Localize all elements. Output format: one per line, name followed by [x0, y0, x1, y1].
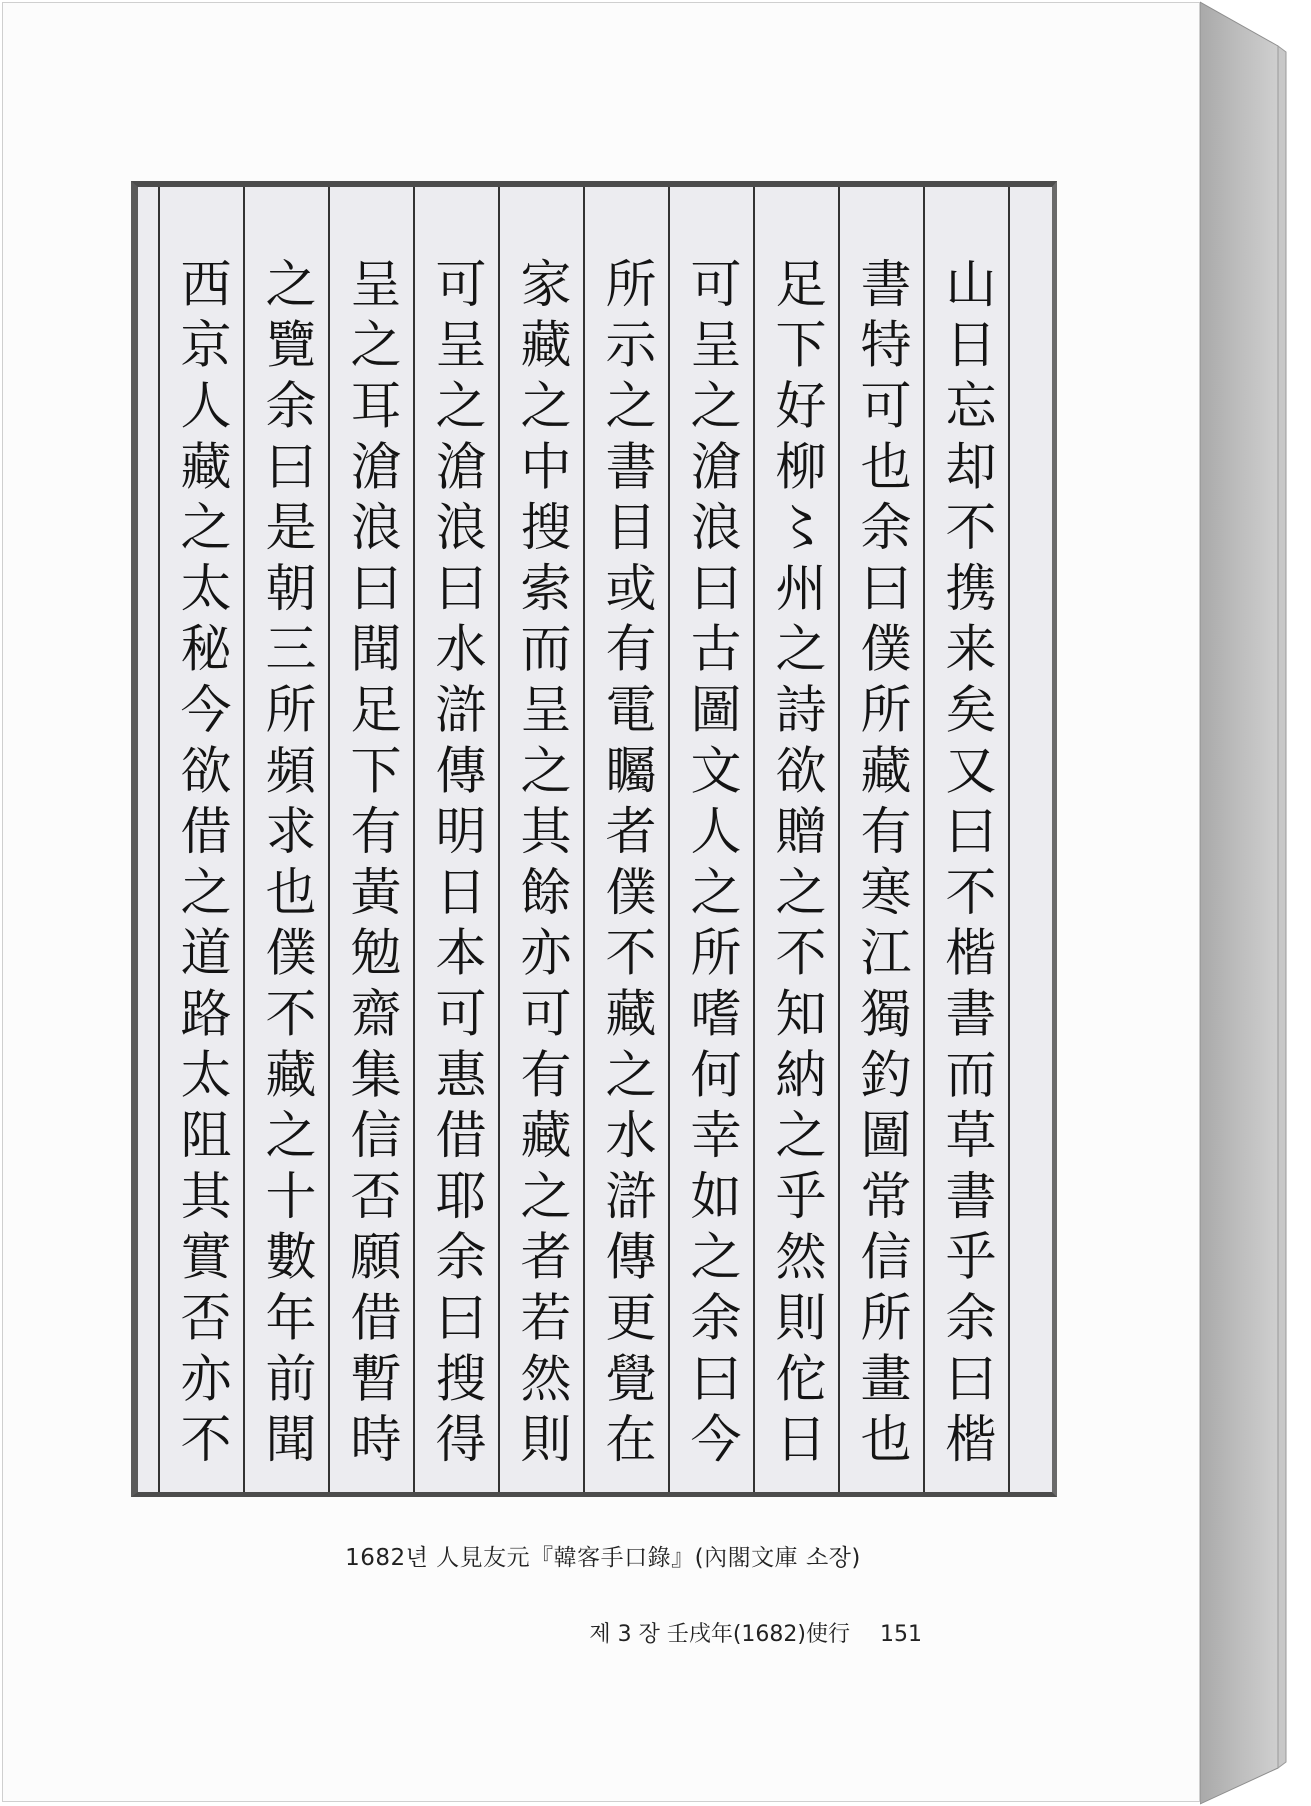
manuscript-columns: [138, 187, 1052, 1492]
page-number: 151: [880, 1622, 922, 1647]
manuscript-column-text: 所示之書目或有電矚者僕不藏之水滸傳更覺在: [596, 257, 655, 1473]
manuscript-column-2: [838, 187, 923, 1492]
manuscript-column-text: 山日忘却不携来矣又曰不楷書而草書乎余曰楷: [936, 257, 995, 1473]
manuscript-column-text: 西京人藏之太秘今欲借之道路太阻其實否亦不: [171, 257, 230, 1473]
manuscript-column-7: [413, 187, 498, 1492]
manuscript-column-text: 足下好柳〻州之詩欲贈之不知納之乎然則佗日: [766, 257, 825, 1473]
book-page: [2, 2, 1200, 1802]
manuscript-column-text: 之覽余曰是朝三所頻求也僕不藏之十數年前聞: [256, 257, 315, 1473]
running-footer: [589, 1617, 922, 1648]
manuscript-image: [131, 181, 1057, 1497]
manuscript-column-text: 呈之耳滄浪曰聞足下有黃勉齋集信否願借暫時: [341, 257, 400, 1473]
manuscript-column-text: 書特可也余曰僕所藏有寒江獨釣圖常信所畫也: [851, 257, 910, 1473]
manuscript-column-8: [328, 187, 413, 1492]
manuscript-column-text: 可呈之滄浪曰水滸傳明日本可惠借耶余曰搜得: [426, 257, 485, 1473]
manuscript-blank-column: [1008, 187, 1052, 1492]
manuscript-column-text: 家藏之中搜索而呈之其餘亦可有藏之者若然則: [511, 257, 570, 1473]
book-edge: [1200, 0, 1311, 1806]
manuscript-column-text: 可呈之滄浪曰古圖文人之所嗜何幸如之余曰今: [681, 257, 740, 1473]
manuscript-column-9: [243, 187, 328, 1492]
manuscript-column-1: [923, 187, 1008, 1492]
manuscript-column-10: [158, 187, 243, 1492]
chapter-title: 제 3 장 壬戌年(1682)使行: [589, 1622, 850, 1647]
manuscript-column-5: [583, 187, 668, 1492]
manuscript-column-3: [753, 187, 838, 1492]
figure-caption: 1682년 人見友元『韓客手口錄』(內閣文庫 소장): [345, 1545, 861, 1571]
manuscript-column-6: [498, 187, 583, 1492]
manuscript-column-4: [668, 187, 753, 1492]
